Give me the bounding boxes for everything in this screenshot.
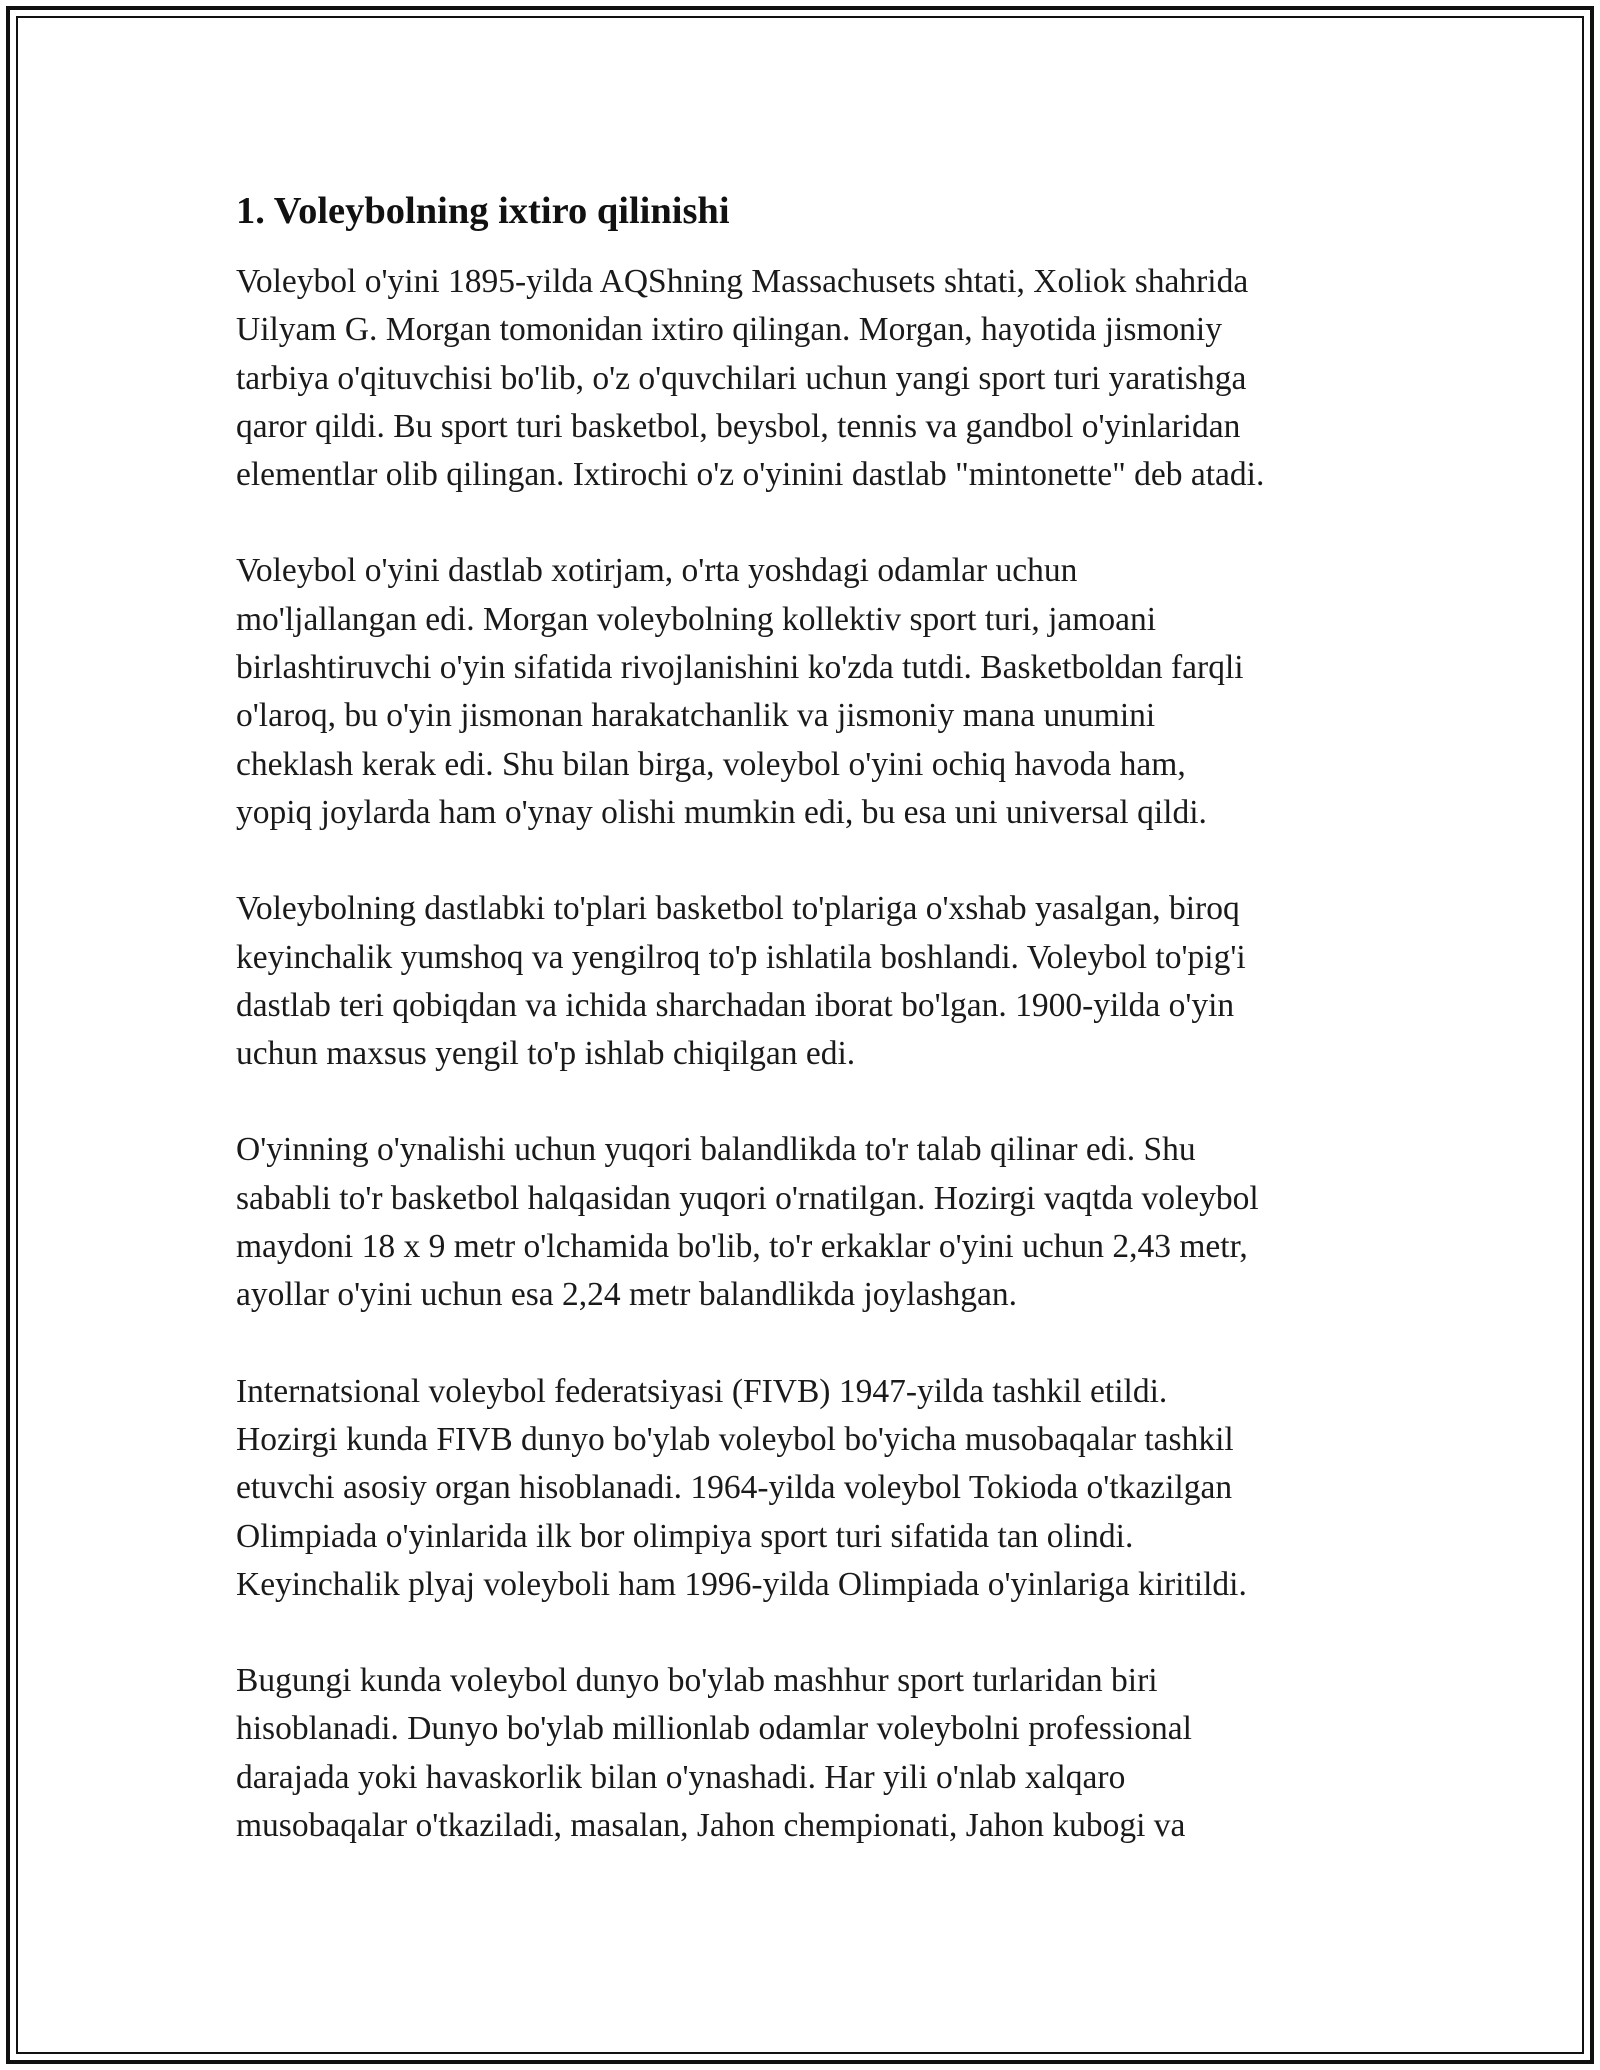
text-line: Uilyam G. Morgan tomonidan ixtiro qilingan. Morgan, hayotida jismoniy (236, 311, 1222, 349)
text-line: O'yinning o'ynalishi uchun yuqori balandlikda to'r talab qilinar edi. Shu (236, 1131, 1196, 1169)
text-line: Internatsional voleybol federatsiyasi (FIVB) 1947-yilda tashkil etildi. (236, 1372, 1168, 1410)
text-line: cheklash kerak edi. Shu bilan birga, voleybol o'yini ochiq havoda ham, (236, 745, 1186, 783)
text-line: Voleybol o'yini 1895-yilda AQShning Massachusets shtati, Xoliok shahrida (236, 263, 1249, 300)
paragraph-fivb (236, 1368, 1376, 1609)
text-line: mo'ljallangan edi. Morgan voleybolning kollektiv sport turi, jamoani (236, 600, 1157, 638)
text-line: etuvchi asosiy organ hisoblanadi. 1964-yilda voleybol Tokioda o'tkazilgan (236, 1469, 1233, 1507)
text-line: darajada yoki havaskorlik bilan o'ynashadi. Har yili o'nlab xalqaro (236, 1758, 1126, 1796)
paragraph-balls (236, 885, 1376, 1078)
paragraph-net (236, 1126, 1376, 1319)
text-line: elementlar olib qilingan. Ixtirochi o'z o'yinini dastlab "mintonette" deb atadi. (236, 456, 1265, 494)
paragraph-invention (236, 258, 1376, 499)
text-line: Hozirgi kunda FIVB dunyo bo'ylab voleybol bo'yicha musobaqalar tashkil (236, 1420, 1234, 1458)
text-line: musobaqalar o'tkaziladi, masalan, Jahon chempionati, Jahon kubogi va (236, 1807, 1186, 1845)
text-line: uchun maxsus yengil to'p ishlab chiqilgan edi. (236, 1035, 856, 1073)
text-line: qaror qildi. Bu sport turi basketbol, beysbol, tennis va gandbol o'yinlaridan (236, 407, 1241, 445)
text-line: Voleybol o'yini dastlab xotirjam, o'rta yoshdagi odamlar uchun (236, 552, 1078, 590)
text-line: birlashtiruvchi o'yin sifatida rivojlanishini ko'zda tutdi. Basketboldan farqli (236, 649, 1244, 687)
text-line: dastlab teri qobiqdan va ichida sharchadan iborat bo'lgan. 1900-yilda o'yin (236, 986, 1235, 1024)
text-line: yopiq joylarda ham o'ynay olishi mumkin edi, bu esa uni universal qildi. (236, 793, 1207, 831)
text-line: Bugungi kunda voleybol dunyo bo'ylab mashhur sport turlaridan biri (236, 1662, 1158, 1700)
document-body (236, 184, 1376, 1898)
text-line: Keyinchalik plyaj voleyboli ham 1996-yilda Olimpiada o'yinlariga kiritildi. (236, 1565, 1247, 1603)
text-line: hisoblanadi. Dunyo bo'ylab millionlab odamlar voleybolni professional (236, 1710, 1192, 1748)
paragraph-purpose (236, 547, 1376, 837)
section-heading: 1. Voleybolning ixtiro qilinishi (236, 190, 730, 232)
text-line: Olimpiada o'yinlarida ilk bor olimpiya sport turi sifatida tan olindi. (236, 1517, 1134, 1555)
text-line: sababli to'r basketbol halqasidan yuqori o'rnatilgan. Hozirgi vaqtda voleybol (236, 1179, 1259, 1217)
text-line: ayollar o'yini uchun esa 2,24 metr balandlikda joylashgan. (236, 1276, 1017, 1314)
text-line: tarbiya o'qituvchisi bo'lib, o'z o'quvchilari uchun yangi sport turi yaratishga (236, 359, 1247, 397)
text-line: maydoni 18 x 9 metr o'lchamida bo'lib, to'r erkaklar o'yini uchun 2,43 metr, (236, 1228, 1248, 1266)
paragraph-today (236, 1657, 1376, 1850)
text-line: o'laroq, bu o'yin jismonan harakatchanlik va jismoniy mana unumini (236, 697, 1156, 735)
text-line: keyinchalik yumshoq va yengilroq to'p ishlatila boshlandi. Voleybol to'pig'i (236, 938, 1246, 976)
text-line: Voleybolning dastlabki to'plari basketbol to'plariga o'xshab yasalgan, biroq (236, 890, 1240, 928)
